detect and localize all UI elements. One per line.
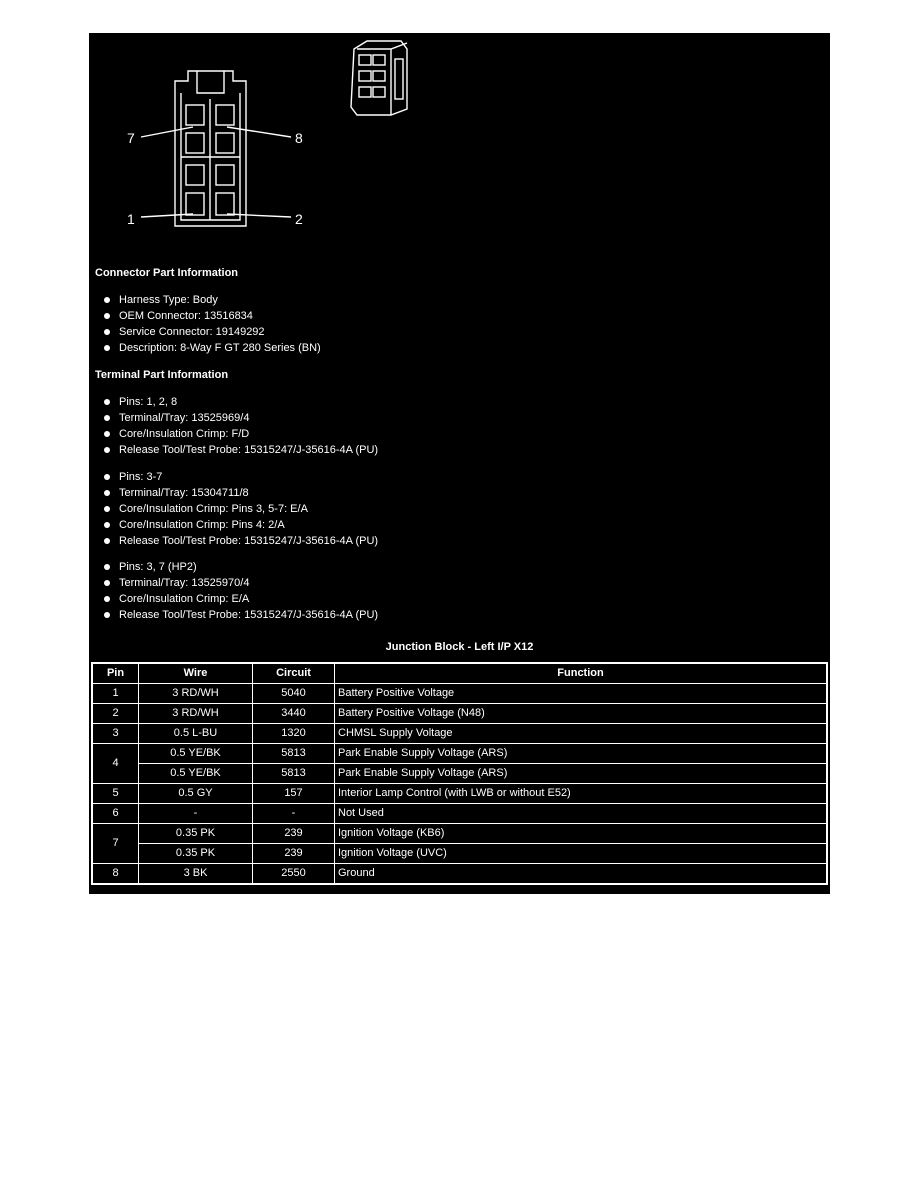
connector-diagram xyxy=(89,33,830,258)
table-row xyxy=(93,804,827,824)
header-pin: Pin xyxy=(93,664,139,684)
table-row xyxy=(93,684,827,704)
cell-pin: 6 xyxy=(93,804,139,824)
list-item: Terminal/Tray: 15304711/8 xyxy=(95,485,378,501)
cell-pin: 2 xyxy=(93,704,139,724)
cell-pin: 8 xyxy=(93,864,139,884)
cell-function: Ground xyxy=(335,864,827,884)
cell-wire: 3 RD/WH xyxy=(139,684,253,704)
terminal-group-3 xyxy=(95,559,378,623)
list-item: Terminal/Tray: 13525969/4 xyxy=(95,410,378,426)
cell-wire: 3 RD/WH xyxy=(139,704,253,724)
cell-wire: 3 BK xyxy=(139,864,253,884)
cell-wire: 0.5 L-BU xyxy=(139,724,253,744)
cell-pin: 4 xyxy=(93,744,139,784)
table-row xyxy=(93,864,827,884)
cell-function: CHMSL Supply Voltage xyxy=(335,724,827,744)
leader-line-2 xyxy=(227,214,291,217)
header-function: Function xyxy=(335,664,827,684)
cell-wire: 0.5 YE/BK xyxy=(139,764,253,784)
list-item: Description: 8-Way F GT 280 Series (BN) xyxy=(95,340,321,356)
cell-function: Interior Lamp Control (with LWB or without E52) xyxy=(335,784,827,804)
cell-pin: 3 xyxy=(93,724,139,744)
document-panel xyxy=(89,33,830,894)
list-item: Core/Insulation Crimp: Pins 4: 2/A xyxy=(95,517,378,533)
pin-table xyxy=(92,663,827,884)
cell-function: Battery Positive Voltage xyxy=(335,684,827,704)
table-row xyxy=(93,784,827,804)
list-item: Service Connector: 19149292 xyxy=(95,324,321,340)
pin-label-1: 1 xyxy=(127,211,135,227)
table-row xyxy=(93,704,827,724)
list-item: Pins: 1, 2, 8 xyxy=(95,394,378,410)
list-item: Core/Insulation Crimp: F/D xyxy=(95,426,378,442)
table-row xyxy=(93,724,827,744)
terminal-group-1 xyxy=(95,394,378,458)
connector-face xyxy=(141,71,291,226)
table-row xyxy=(93,824,827,844)
cell-function: Battery Positive Voltage (N48) xyxy=(335,704,827,724)
cell-circuit: 2550 xyxy=(253,864,335,884)
cell-function: Ignition Voltage (KB6) xyxy=(335,824,827,844)
cell-function: Ignition Voltage (UVC) xyxy=(335,844,827,864)
connector-info-heading: Connector Part Information xyxy=(95,267,239,279)
cell-circuit: 239 xyxy=(253,824,335,844)
leader-line-1 xyxy=(141,214,193,217)
leader-line-7 xyxy=(141,127,193,137)
header-wire: Wire xyxy=(139,664,253,684)
table-row xyxy=(93,744,827,764)
list-item: Release Tool/Test Probe: 15315247/J-35616-4A (PU) xyxy=(95,442,378,458)
cell-pin: 7 xyxy=(93,824,139,864)
cell-circuit: 5813 xyxy=(253,764,335,784)
cell-circuit: 5813 xyxy=(253,744,335,764)
pin-label-8: 8 xyxy=(295,130,303,146)
cell-wire: 0.5 YE/BK xyxy=(139,744,253,764)
terminal-group-2 xyxy=(95,469,378,549)
pin-label-2: 2 xyxy=(295,211,303,227)
cell-wire: 0.5 GY xyxy=(139,784,253,804)
list-item: Pins: 3-7 xyxy=(95,469,378,485)
cell-wire: 0.35 PK xyxy=(139,844,253,864)
list-item: Release Tool/Test Probe: 15315247/J-35616-4A (PU) xyxy=(95,607,378,623)
cell-circuit: - xyxy=(253,804,335,824)
connector-info-list xyxy=(95,292,321,356)
connector-isometric-sketch xyxy=(351,41,407,115)
list-item: Core/Insulation Crimp: Pins 3, 5-7: E/A xyxy=(95,501,378,517)
cell-function: Not Used xyxy=(335,804,827,824)
table-row xyxy=(93,844,827,864)
cell-function: Park Enable Supply Voltage (ARS) xyxy=(335,744,827,764)
cell-function: Park Enable Supply Voltage (ARS) xyxy=(335,764,827,784)
cell-wire: 0.35 PK xyxy=(139,824,253,844)
table-row xyxy=(93,764,827,784)
table-header-row xyxy=(93,664,827,684)
list-item: Pins: 3, 7 (HP2) xyxy=(95,559,378,575)
list-item: Core/Insulation Crimp: E/A xyxy=(95,591,378,607)
pin-label-7: 7 xyxy=(127,130,135,146)
cell-circuit: 157 xyxy=(253,784,335,804)
list-item: Harness Type: Body xyxy=(95,292,321,308)
list-item: Terminal/Tray: 13525970/4 xyxy=(95,575,378,591)
cell-circuit: 3440 xyxy=(253,704,335,724)
terminal-info-heading: Terminal Part Information xyxy=(95,369,229,381)
cell-circuit: 1320 xyxy=(253,724,335,744)
leader-line-8 xyxy=(227,127,291,137)
header-circuit: Circuit xyxy=(253,664,335,684)
list-item: Release Tool/Test Probe: 15315247/J-35616-4A (PU) xyxy=(95,533,378,549)
cell-circuit: 5040 xyxy=(253,684,335,704)
cell-wire: - xyxy=(139,804,253,824)
cell-circuit: 239 xyxy=(253,844,335,864)
table-title: Junction Block - Left I/P X12 xyxy=(385,641,534,653)
cell-pin: 1 xyxy=(93,684,139,704)
cell-pin: 5 xyxy=(93,784,139,804)
list-item: OEM Connector: 13516834 xyxy=(95,308,321,324)
